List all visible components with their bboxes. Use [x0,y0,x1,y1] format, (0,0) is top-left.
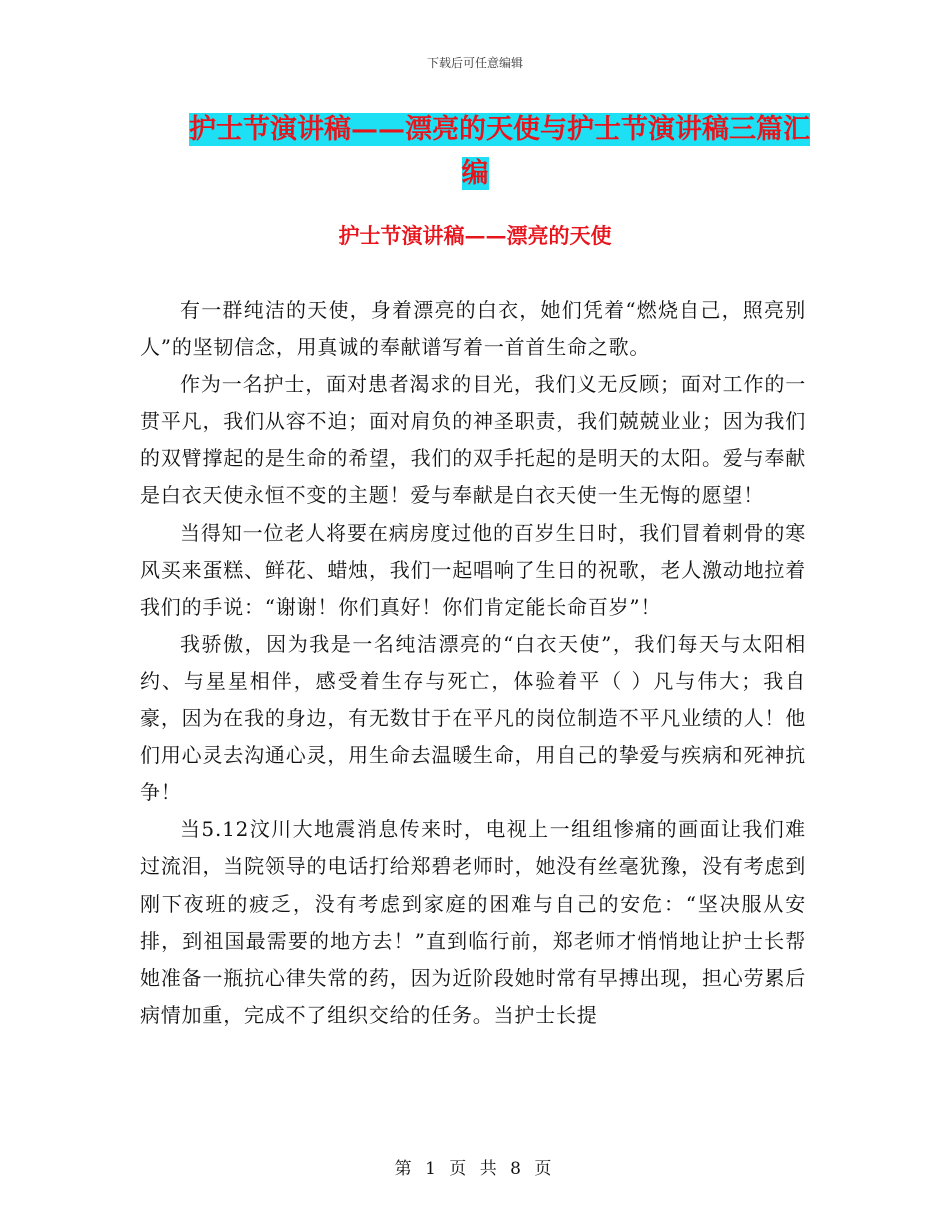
page-header-note: 下载后可任意编辑 [426,56,523,70]
document-title-line-1 [140,112,810,148]
document-title-line-2 [140,156,810,192]
paragraph: 当5.12汶川大地震消息传来时，电视上一组组惨痛的画面让我们难过流泪，当院领导的电话打给郑碧老师时，她没有丝毫犹豫，没有考虑到刚下夜班的疲乏，没有考虑到家庭的困难与自己的安危：“坚决服从安排，到祖国最需要的地方去！”直到临行前，郑老师才悄悄地让护士长帮她准备一瓶抗心律失常的药，因为近阶段她时常有早搏出现，担心劳累后病情加重，完成不了组织交给的任务。当护士长提 [140,817,806,1027]
body-text [140,292,806,1034]
section-title: 护士节演讲稿——漂亮的天使 [338,223,612,248]
title-highlight-2: 编 [461,158,489,189]
paragraph: 作为一名护士，面对患者渴求的目光，我们义无反顾；面对工作的一贯平凡，我们从容不迫；面对肩负的神圣职责，我们兢兢业业；因为我们的双臂撑起的是生命的希望，我们的双手托起的是明天的太阳。爱与奉献是白衣天使永恒不变的主题！爱与奉献是白衣天使一生无悔的愿望！ [140,372,806,508]
paragraph: 当得知一位老人将要在病房度过他的百岁生日时，我们冒着刺骨的寒风买来蛋糕、鲜花、蜡烛，我们一起唱响了生日的祝歌，老人激动地拉着我们的手说：“谢谢！你们真好！你们肯定能长命百岁”！ [140,520,806,619]
paragraph: 有一群纯洁的天使，身着漂亮的白衣，她们凭着“燃烧自己，照亮别人”的坚韧信念，用真诚的奉献谱写着一首首生命之歌。 [140,298,806,360]
paragraph: 我骄傲，因为我是一名纯洁漂亮的“白衣天使”，我们每天与太阳相约、与星星相伴，感受着生存与死亡，体验着平（ ）凡与伟大；我自豪，因为在我的身边，有无数甘于在平凡的岗位制造不平凡业绩的人！他们用心灵去沟通心灵，用生命去温暖生命，用自己的挚爱与疾病和死神抗争！ [140,631,806,805]
page-footer: 第 1 页 共 8 页 [394,1159,556,1179]
title-highlight-1: 护士节演讲稿——漂亮的天使与护士节演讲稿三篇汇 [189,114,810,145]
